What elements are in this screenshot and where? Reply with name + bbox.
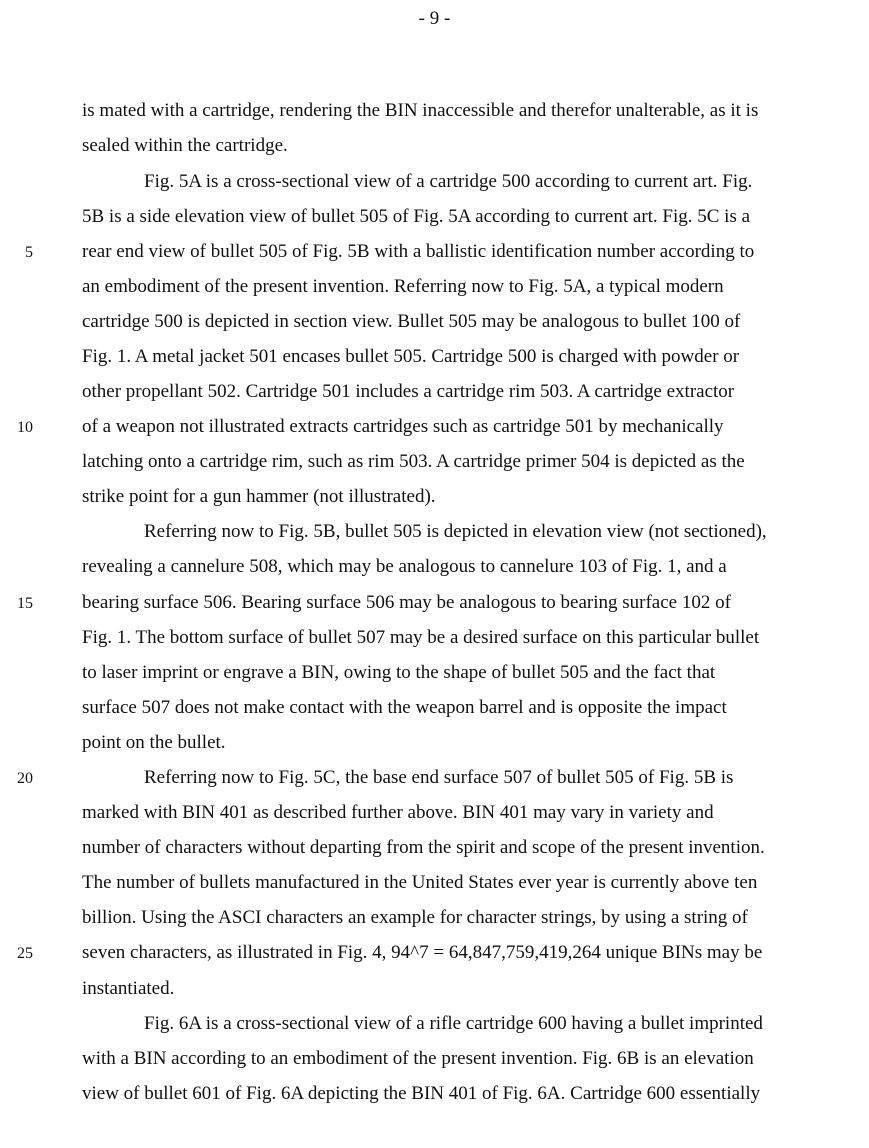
text-line: Referring now to Fig. 5B, bullet 505 is depicted in elevation view (not sectioned), [144, 521, 767, 542]
text-line: seven characters, as illustrated in Fig. 4, 94^7 = 64,847,759,419,264 unique BINs may be [82, 942, 763, 963]
text-line: with a BIN according to an embodiment of the present invention. Fig. 6B is an elevation [82, 1048, 754, 1069]
text-line: sealed within the cartridge. [82, 135, 288, 156]
text-line: Fig. 6A is a cross-sectional view of a rifle cartridge 600 having a bullet imprinted [144, 1013, 763, 1034]
text-line: Referring now to Fig. 5C, the base end surface 507 of bullet 505 of Fig. 5B is [144, 767, 734, 788]
text-line: rear end view of bullet 505 of Fig. 5B with a ballistic identification number according to [82, 241, 755, 262]
text-line: latching onto a cartridge rim, such as rim 503. A cartridge primer 504 is depicted as the [82, 451, 745, 472]
text-line: billion. Using the ASCI characters an example for character strings, by using a string of [82, 907, 748, 928]
text-line: Fig. 1. The bottom surface of bullet 507 may be a desired surface on this particular bullet [82, 627, 760, 648]
text-line: Fig. 5A is a cross-sectional view of a cartridge 500 according to current art. Fig. [144, 171, 753, 192]
text-line: point on the bullet. [82, 732, 226, 753]
text-line: The number of bullets manufactured in the United States ever year is currently above ten [82, 872, 758, 893]
text-line: surface 507 does not make contact with the weapon barrel and is opposite the impact [82, 697, 727, 718]
text-line: Fig. 1. A metal jacket 501 encases bullet 505. Cartridge 500 is charged with powder or [82, 346, 740, 367]
line-number: 15 [17, 595, 33, 612]
line-number: 25 [17, 945, 33, 962]
text-line: revealing a cannelure 508, which may be analogous to cannelure 103 of Fig. 1, and a [82, 556, 727, 577]
line-number: 20 [17, 770, 33, 787]
text-line: is mated with a cartridge, rendering the BIN inaccessible and therefor unalterable, as it is [82, 100, 759, 121]
page-number: - 9 - [418, 8, 451, 29]
line-number: 10 [17, 419, 33, 436]
text-line: marked with BIN 401 as described further above. BIN 401 may vary in variety and [82, 802, 714, 823]
text-line: of a weapon not illustrated extracts cartridges such as cartridge 501 by mechanically [82, 416, 724, 437]
text-line: bearing surface 506. Bearing surface 506 may be analogous to bearing surface 102 of [82, 592, 731, 613]
line-number: 5 [25, 244, 33, 261]
text-line: to laser imprint or engrave a BIN, owing to the shape of bullet 505 and the fact that [82, 662, 716, 683]
text-line: view of bullet 601 of Fig. 6A depicting the BIN 401 of Fig. 6A. Cartridge 600 essentially [82, 1083, 761, 1104]
text-line: an embodiment of the present invention. Referring now to Fig. 5A, a typical modern [82, 276, 724, 297]
text-line: strike point for a gun hammer (not illustrated). [82, 486, 436, 507]
text-line: instantiated. [82, 978, 175, 999]
text-line: cartridge 500 is depicted in section view. Bullet 505 may be analogous to bullet 100 of [82, 311, 741, 332]
text-line: number of characters without departing from the spirit and scope of the present invention. [82, 837, 765, 858]
text-line: 5B is a side elevation view of bullet 505 of Fig. 5A according to current art. Fig. 5C is a [82, 206, 751, 227]
text-line: other propellant 502. Cartridge 501 includes a cartridge rim 503. A cartridge extractor [82, 381, 735, 402]
